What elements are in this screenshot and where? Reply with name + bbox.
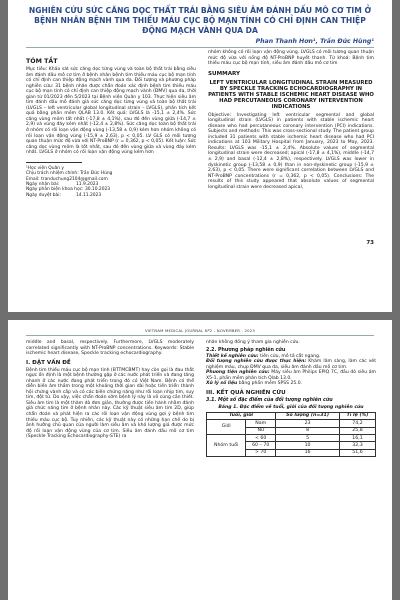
section-introduction-heading: I. ĐẶT VẤN ĐỀ [26,359,71,366]
table-cell: Nữ [246,427,276,434]
steps-paragraph [206,359,376,370]
table-cell: 23 [276,420,340,427]
table-cell: 16 [276,449,340,456]
footnote-divider [26,162,82,163]
table-cell: > 70 [246,449,276,456]
steps-text: Khám lâm sàng, làm các xét nghiệm máu, chụp ĐMV qua da, siêu âm đánh dấu mô cơ tim. [206,359,376,370]
table-header-row [207,412,376,419]
means-paragraph [206,370,376,381]
abstract-vi-heading: TÓM TẮT [26,58,58,65]
table-row [207,435,376,442]
stats-paragraph [206,381,376,387]
title-divider [26,47,374,48]
article-title: NGHIÊN CỨU SỨC CĂNG DỌC THẤT TRÁI BẰNG SIÊU ÂM ĐÁNH DẤU MÔ CƠ TIM Ở BỆNH NHÂN BỆNH TIM THIẾU MÁU CỤC BỘ MẠN TÍNH CÓ CHỈ ĐỊNH CAN THIỆP ĐỘNG MẠCH VÀNH QUA DA [28,6,372,35]
table-cell: Nhóm tuổi [207,435,246,457]
exclusion-text: nhân không đồng ý tham gia nghiên cứu. [206,340,300,345]
table-cell: < 60 [246,435,276,442]
table-cell: 74,2 [340,420,376,427]
left-column [26,58,196,198]
table-cell: Giới [207,420,246,435]
english-title: LEFT VENTRICULAR LONGITUDINAL STRAIN MEASURED BY SPECKLE TRACKING ECHOCARDIOGRAPHY IN PATIENTS WITH STABLE ISCHEMIC HEART DISEASE WHO HAD PERCUTANEOUS CORONARY INTERVENTION INDICATIONS [208,79,374,111]
note-affiliation-label: ¹Học viện Quân y [26,165,64,171]
note-approved-value: 14.11.2023 [76,192,102,198]
methods-subheading: 2.2. Phương pháp nghiên cứu [206,347,286,353]
table-header-cell: Tuổi, giới [207,412,276,419]
table-cell: 8 [276,427,340,434]
demographics-table [206,412,376,457]
note-reviewed-label: Ngày phản biện khoa học: [26,187,84,193]
table-cell: 32,3 [340,442,376,449]
table-cell: 5 [276,435,340,442]
note-corresponding-label: Chịu trách nhiệm chính: [26,171,79,177]
section-results-heading: III. KẾT QUẢ NGHIÊN CỨU [206,389,286,396]
right-column [208,50,374,190]
design-label: Thiết kế nghiên cứu: [206,353,259,359]
table-cell: 51,6 [340,449,376,456]
note-reviewed-value: 30.10.2023 [84,187,111,193]
abstract-vi-continued: nhóm không có rối loạn vận động vùng. LVGLS có mối tương quan thuận mức độ vừa với nồng độ NT-ProBNP huyết thanh. Từ khoá: Bệnh tim thiếu máu cục bộ mạn tính, siêu âm đánh dấu mô cơ tim [208,50,374,67]
right-column [206,340,376,457]
table-header-cell: Số lượng (n=31) [276,412,340,419]
table-cell: 16,1 [340,435,376,442]
stats-text: bằng phần mềm SPSS 25.0. [238,381,303,387]
means-label: Phương tiện nghiên cứu: [206,370,270,376]
table-cell: 60 – 70 [246,442,276,449]
note-email-value[interactable]: tranduchung2104@gmail.com [41,176,108,182]
steps-label: Đối tượng nghiên cứu được thực hiện: [206,359,307,365]
introduction-text: Bệnh tim thiếu máu cục bộ mạn tính (BTTMCBMT) hay còn gọi là đau thắt ngực ổn định là một bệnh thường gặp ở các nước phát triển và đang tăng nhanh ở các nước đang phát triển trong đó có Việt Nam. Bệnh có thể diễn biến âm thầm trong một khoảng thời gian dài hoặc tiến triển thành hội chứng vành cấp và có các biến chứng nặng như rối loạn nhịp tim, suy tim, đột tử. Do vậy, việc chẩn đoán sớm bệnh lý này là vô cùng cần thiết. Siêu âm tim là một thăm dò đơn giản, thường được tiến hành nhằm đánh giá chức năng tim ở bệnh nhân này. Các kỹ thuật siêu âm tim 2D, giúp chẩn đoán và phát hiện ra các rối loạn vận động vùng gợi ý bệnh tim thiếu máu cục bộ. Tuy nhiên, các kỹ thuật này có những hạn chế do bị ảnh hưởng chủ quan của người làm siêu âm và khó lượng giá được mức độ rối loạn vận động vùng của cơ tim. Siêu âm đánh dấu mô cơ tim (Speckle Tracking Echocardiography-STE) ra [26,367,194,440]
page-number: 73 [366,240,374,246]
note-received-value: 11.9.2023 [76,181,99,187]
abstract-en-text: Objective: Investigating left ventricular segmental and global longitudinal strain (LVGLS) in patients with stable ischemic heart disease who had percutaneous coronary intervention (PCI) indications. Subjects and methods: This was cross-sectional study. The patient group included 31 patients with stable ischemic heart disease who had PCI indications at 103 Military Hospital from January, 2023 to May, 2023. Results: LVGLS was -15,1 ± 2,4%. Absolute values of segmental longitudinal strain were decreased; apical (-17,8 ± 4,1%), middle (-14,7 ± 2,9) and basal (-12,4 ± 2,8%), respectively. LVGLS was lower in dyskinetic group (-13,58 ± 0,9) than in non-dyskinetic group (-15,9 ± 2,63), p < 0,05. There were significant correlation between LVGLS and NT-ProBNP concentrations (r = 0,362, p < 0,05). Conclusions: The results of this study appeared that absolute values of segmental longitudinal strain were decreased apical, [208,112,374,190]
stats-label: Xử lý số liệu [206,381,238,387]
left-column [26,340,194,440]
note-approved-label: Ngày duyệt bài: [26,192,61,198]
journal-header: VIETNAM MEDICAL JOURNAL Nº2 - NOVEMBER - 2023 [145,328,255,333]
authors: Phan Thanh Hơn¹, Trần Đức Hùng¹ [255,38,374,45]
table-cell: 10 [276,442,340,449]
page-73 [8,0,392,312]
summary-heading: SUMMARY [208,70,241,77]
header-divider [26,335,374,336]
results-subheading: 3.1. Một số đặc điểm của đối tượng nghiên cứu [206,397,333,403]
note-corresponding-value: Trần Đức Hùng [80,171,113,177]
design-text: tiến cứu, mô tả cắt ngang. [260,353,321,359]
table-cell: 25,8 [340,427,376,434]
abstract-vi-text: Mục tiêu: Khảo sát sức căng dọc từng vùng và toàn bộ thất trái bằng siêu âm đánh dấu mô cơ tim ở bệnh nhân bệnh tim thiếu máu cục bộ mạn tính có chỉ định can thiệp động mạch vành qua da. Đối tượng và phương pháp nghiên cứu: 31 bệnh nhân được chẩn đoán xác định bệnh tim thiếu máu cục bộ mạn tính có chỉ định can thiệp động mạch vành (ĐMV) qua da, thời gian từ 01/2023 đến 5/2023 tại Bệnh viện Quân y 103. Thực hiện siêu âm tim đánh dấu mô đánh giá sức căng dọc từng vùng và toàn bộ thất trái (LVGLS – left ventricular global longitudinal strain – LVGLS), phân tích kết quả bằng phần mềm QLAB 13.0. Kết quả: LVGLS là -15,1 ± 2,4%. Sức căng vùng mỏm tất nhất (-17,8 ± 4,1%), sau đó đến vùng giữa (-14,7 ± 2,9) và vùng đáy kém nhất (-12,4 ± 2,8%). Sức căng dọc toàn bộ thất trái ở nhóm có rối loạn vận động vùng (-13,58 ± 0,9) kém hơn nhóm không có rối loạn vận động vùng (-15,9 ± 2,63), p < 0,05. LV GLS có mối tương quan thuận mức độ vừa với NT-ProBNP (r = 0,362, p < 0,05). Kết luận: Sức căng dọc vùng mỏm là tốt nhất, sau đó đến vùng giữa và vùng đáy kém nhất. LVGLS ở nhóm có rối loạn vận động vùng kém hơn [26,67,196,156]
table-cell: Nam [246,420,276,427]
table-header-cell: Tỉ lệ (%) [340,412,376,419]
article-notes [26,166,196,198]
table-row [207,420,376,427]
note-approved [26,193,196,198]
note-received-label: Ngày nhận bài: [26,181,60,187]
note-email-label: Email: [26,176,40,182]
means-text: Máy siêu âm Philips EPIQ 7C, đầu dò siêu âm X5-1, phần mềm phân tích Qlab 13.0. [206,370,376,381]
abstract-en-continued: middle and basal, respectively. Furthermore, LVGLS moderately correlated significantly with NT-ProBNP concentrations. Keywords: Stable ischemic heart disease, Speckle tracking echocardiography. [26,340,194,357]
table-caption: Bảng 1. Đặc điểm về tuổi, giới của đối tượng nghiên cứu [218,404,364,410]
page-74 [8,320,392,600]
